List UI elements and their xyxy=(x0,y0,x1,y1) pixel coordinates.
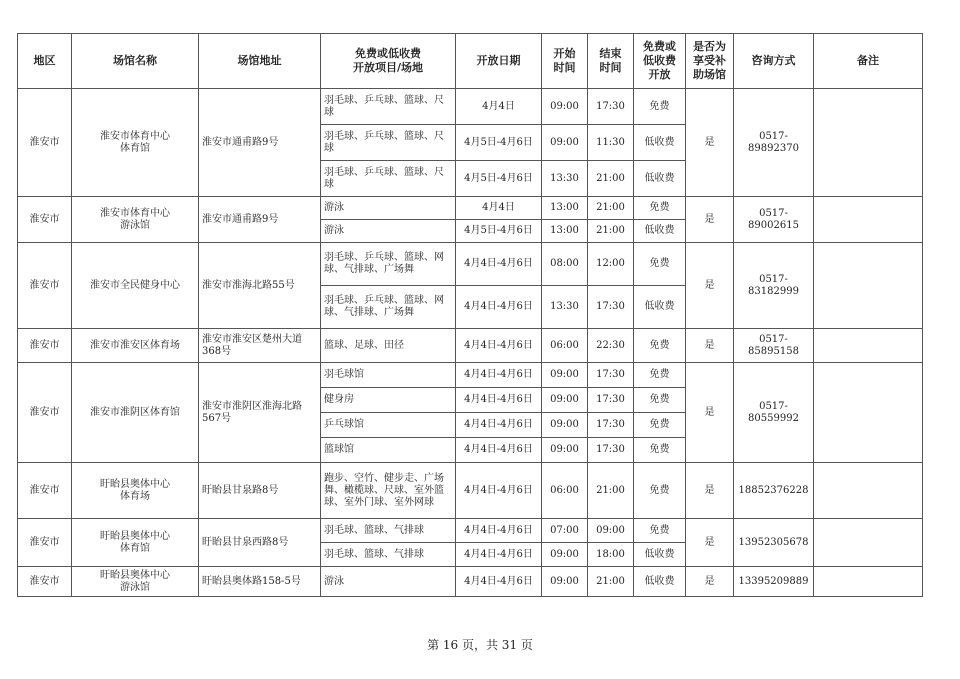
start-time-cell: 06:00 xyxy=(542,329,588,363)
venue-address-cell: 盱眙县甘泉西路8号 xyxy=(199,519,321,567)
contact-cell: 0517-89892370 xyxy=(734,89,814,197)
table-row xyxy=(18,567,923,597)
table-row xyxy=(18,89,923,125)
open-date-cell: 4月4日-4月6日 xyxy=(456,388,542,413)
fee-type-cell: 免费 xyxy=(634,329,686,363)
open-date-cell: 4月5日-4月6日 xyxy=(456,125,542,161)
end-time-cell: 17:30 xyxy=(588,438,634,463)
region-cell: 淮安市 xyxy=(18,463,72,519)
end-time-cell: 12:00 xyxy=(588,243,634,286)
fee-type-cell: 免费 xyxy=(634,413,686,438)
open-date-cell: 4月4日-4月6日 xyxy=(456,363,542,388)
subsidy-cell: 是 xyxy=(686,243,734,329)
venue-address-cell: 淮安市淮阴区淮海北路567号 xyxy=(199,363,321,463)
end-time-cell: 21:00 xyxy=(588,567,634,597)
open-date-cell: 4月5日-4月6日 xyxy=(456,220,542,243)
end-time-cell: 17:30 xyxy=(588,388,634,413)
start-time-cell: 09:00 xyxy=(542,438,588,463)
column-header: 地区 xyxy=(18,34,72,89)
note-cell xyxy=(814,89,923,197)
venue-address-cell: 淮安市通甫路9号 xyxy=(199,197,321,243)
open-date-cell: 4月4日-4月6日 xyxy=(456,286,542,329)
start-time-cell: 13:30 xyxy=(542,286,588,329)
column-header: 是否为 享受补 助场馆 xyxy=(686,34,734,89)
open-date-cell: 4月4日-4月6日 xyxy=(456,413,542,438)
open-date-cell: 4月5日-4月6日 xyxy=(456,161,542,197)
open-items-cell: 羽毛球、乒乓球、篮球、尺球 xyxy=(321,89,456,125)
column-header: 场馆名称 xyxy=(72,34,199,89)
venue-address-cell: 盱眙县甘泉路8号 xyxy=(199,463,321,519)
open-items-cell: 羽毛球、篮球、气排球 xyxy=(321,543,456,567)
venue-name-cell: 淮安市体育中心 游泳馆 xyxy=(72,197,199,243)
column-header: 免费或 低收费 开放 xyxy=(634,34,686,89)
open-items-cell: 健身房 xyxy=(321,388,456,413)
fee-type-cell: 免费 xyxy=(634,519,686,543)
contact-cell: 0517-83182999 xyxy=(734,243,814,329)
start-time-cell: 08:00 xyxy=(542,243,588,286)
venue-address-cell: 淮安市淮海北路55号 xyxy=(199,243,321,329)
end-time-cell: 22:30 xyxy=(588,329,634,363)
region-cell: 淮安市 xyxy=(18,567,72,597)
note-cell xyxy=(814,197,923,243)
fee-type-cell: 低收费 xyxy=(634,125,686,161)
venue-name-cell: 淮安市全民健身中心 xyxy=(72,243,199,329)
end-time-cell: 21:00 xyxy=(588,197,634,220)
table-row xyxy=(18,197,923,220)
contact-cell: 0517-89002615 xyxy=(734,197,814,243)
end-time-cell: 17:30 xyxy=(588,286,634,329)
page-footer: 第 16 页，共 31 页 xyxy=(427,638,533,652)
venue-address-cell: 淮安市通甫路9号 xyxy=(199,89,321,197)
open-date-cell: 4月4日-4月6日 xyxy=(456,243,542,286)
venue-name-cell: 淮安市淮安区体育场 xyxy=(72,329,199,363)
column-header: 咨询方式 xyxy=(734,34,814,89)
region-cell: 淮安市 xyxy=(18,329,72,363)
open-date-cell: 4月4日-4月6日 xyxy=(456,543,542,567)
open-items-cell: 篮球馆 xyxy=(321,438,456,463)
table-row xyxy=(18,363,923,388)
open-date-cell: 4月4日-4月6日 xyxy=(456,329,542,363)
column-header: 结束 时间 xyxy=(588,34,634,89)
venue-name-cell: 淮安市淮阴区体育馆 xyxy=(72,363,199,463)
end-time-cell: 09:00 xyxy=(588,519,634,543)
column-header: 备注 xyxy=(814,34,923,89)
contact-cell: 13952305678 xyxy=(734,519,814,567)
open-items-cell: 乒乓球馆 xyxy=(321,413,456,438)
fee-type-cell: 免费 xyxy=(634,363,686,388)
venue-name-cell: 盱眙县奥体中心 体育馆 xyxy=(72,519,199,567)
open-date-cell: 4月4日-4月6日 xyxy=(456,463,542,519)
subsidy-cell: 是 xyxy=(686,363,734,463)
venue-name-cell: 盱眙县奥体中心 游泳馆 xyxy=(72,567,199,597)
venue-name-cell: 盱眙县奥体中心 体育场 xyxy=(72,463,199,519)
end-time-cell: 21:00 xyxy=(588,161,634,197)
fee-type-cell: 免费 xyxy=(634,197,686,220)
subsidy-cell: 是 xyxy=(686,463,734,519)
venue-name-cell: 淮安市体育中心 体育馆 xyxy=(72,89,199,197)
table-header-row xyxy=(18,34,923,89)
end-time-cell: 17:30 xyxy=(588,363,634,388)
open-items-cell: 羽毛球、乒乓球、篮球、尺球 xyxy=(321,125,456,161)
start-time-cell: 09:00 xyxy=(542,413,588,438)
column-header: 免费或低收费 开放项目/场地 xyxy=(321,34,456,89)
end-time-cell: 17:30 xyxy=(588,89,634,125)
subsidy-cell: 是 xyxy=(686,519,734,567)
table-row xyxy=(18,329,923,363)
open-items-cell: 羽毛球、乒乓球、篮球、网球、气排球、广场舞 xyxy=(321,286,456,329)
note-cell xyxy=(814,463,923,519)
end-time-cell: 21:00 xyxy=(588,463,634,519)
start-time-cell: 09:00 xyxy=(542,363,588,388)
table-row xyxy=(18,243,923,286)
subsidy-cell: 是 xyxy=(686,567,734,597)
table-row xyxy=(18,519,923,543)
column-header: 开始 时间 xyxy=(542,34,588,89)
start-time-cell: 09:00 xyxy=(542,567,588,597)
region-cell: 淮安市 xyxy=(18,197,72,243)
venue-table xyxy=(17,33,923,597)
fee-type-cell: 低收费 xyxy=(634,286,686,329)
start-time-cell: 13:00 xyxy=(542,220,588,243)
end-time-cell: 17:30 xyxy=(588,413,634,438)
table-row xyxy=(18,463,923,519)
end-time-cell: 21:00 xyxy=(588,220,634,243)
note-cell xyxy=(814,243,923,329)
open-items-cell: 游泳 xyxy=(321,197,456,220)
fee-type-cell: 免费 xyxy=(634,463,686,519)
fee-type-cell: 低收费 xyxy=(634,543,686,567)
end-time-cell: 11:30 xyxy=(588,125,634,161)
note-cell xyxy=(814,567,923,597)
open-items-cell: 游泳 xyxy=(321,567,456,597)
open-date-cell: 4月4日 xyxy=(456,197,542,220)
open-date-cell: 4月4日-4月6日 xyxy=(456,519,542,543)
venue-address-cell: 淮安市淮安区楚州大道368号 xyxy=(199,329,321,363)
fee-type-cell: 低收费 xyxy=(634,567,686,597)
contact-cell: 18852376228 xyxy=(734,463,814,519)
start-time-cell: 13:00 xyxy=(542,197,588,220)
start-time-cell: 09:00 xyxy=(542,388,588,413)
subsidy-cell: 是 xyxy=(686,329,734,363)
fee-type-cell: 免费 xyxy=(634,243,686,286)
region-cell: 淮安市 xyxy=(18,519,72,567)
end-time-cell: 18:00 xyxy=(588,543,634,567)
contact-cell: 0517-85895158 xyxy=(734,329,814,363)
fee-type-cell: 免费 xyxy=(634,89,686,125)
table-body xyxy=(18,89,923,597)
column-header: 开放日期 xyxy=(456,34,542,89)
region-cell: 淮安市 xyxy=(18,363,72,463)
note-cell xyxy=(814,363,923,463)
start-time-cell: 09:00 xyxy=(542,543,588,567)
open-items-cell: 游泳 xyxy=(321,220,456,243)
venue-address-cell: 盱眙县奥体路158-5号 xyxy=(199,567,321,597)
open-items-cell: 篮球、足球、田径 xyxy=(321,329,456,363)
start-time-cell: 09:00 xyxy=(542,89,588,125)
column-header: 场馆地址 xyxy=(199,34,321,89)
contact-cell: 13395209889 xyxy=(734,567,814,597)
open-date-cell: 4月4日 xyxy=(456,89,542,125)
open-items-cell: 羽毛球、乒乓球、篮球、网球、气排球、广场舞 xyxy=(321,243,456,286)
contact-cell: 0517-80559992 xyxy=(734,363,814,463)
fee-type-cell: 低收费 xyxy=(634,161,686,197)
open-items-cell: 跑步、空竹、健步走、广场舞、橄榄球、尺球、室外篮球、室外门球、室外网球 xyxy=(321,463,456,519)
open-date-cell: 4月4日-4月6日 xyxy=(456,438,542,463)
subsidy-cell: 是 xyxy=(686,89,734,197)
start-time-cell: 07:00 xyxy=(542,519,588,543)
open-items-cell: 羽毛球、乒乓球、篮球、尺球 xyxy=(321,161,456,197)
open-items-cell: 羽毛球馆 xyxy=(321,363,456,388)
start-time-cell: 09:00 xyxy=(542,125,588,161)
start-time-cell: 13:30 xyxy=(542,161,588,197)
subsidy-cell: 是 xyxy=(686,197,734,243)
open-date-cell: 4月4日-4月6日 xyxy=(456,567,542,597)
region-cell: 淮安市 xyxy=(18,89,72,197)
fee-type-cell: 免费 xyxy=(634,438,686,463)
note-cell xyxy=(814,519,923,567)
region-cell: 淮安市 xyxy=(18,243,72,329)
fee-type-cell: 免费 xyxy=(634,388,686,413)
open-items-cell: 羽毛球、篮球、气排球 xyxy=(321,519,456,543)
note-cell xyxy=(814,329,923,363)
fee-type-cell: 低收费 xyxy=(634,220,686,243)
start-time-cell: 06:00 xyxy=(542,463,588,519)
